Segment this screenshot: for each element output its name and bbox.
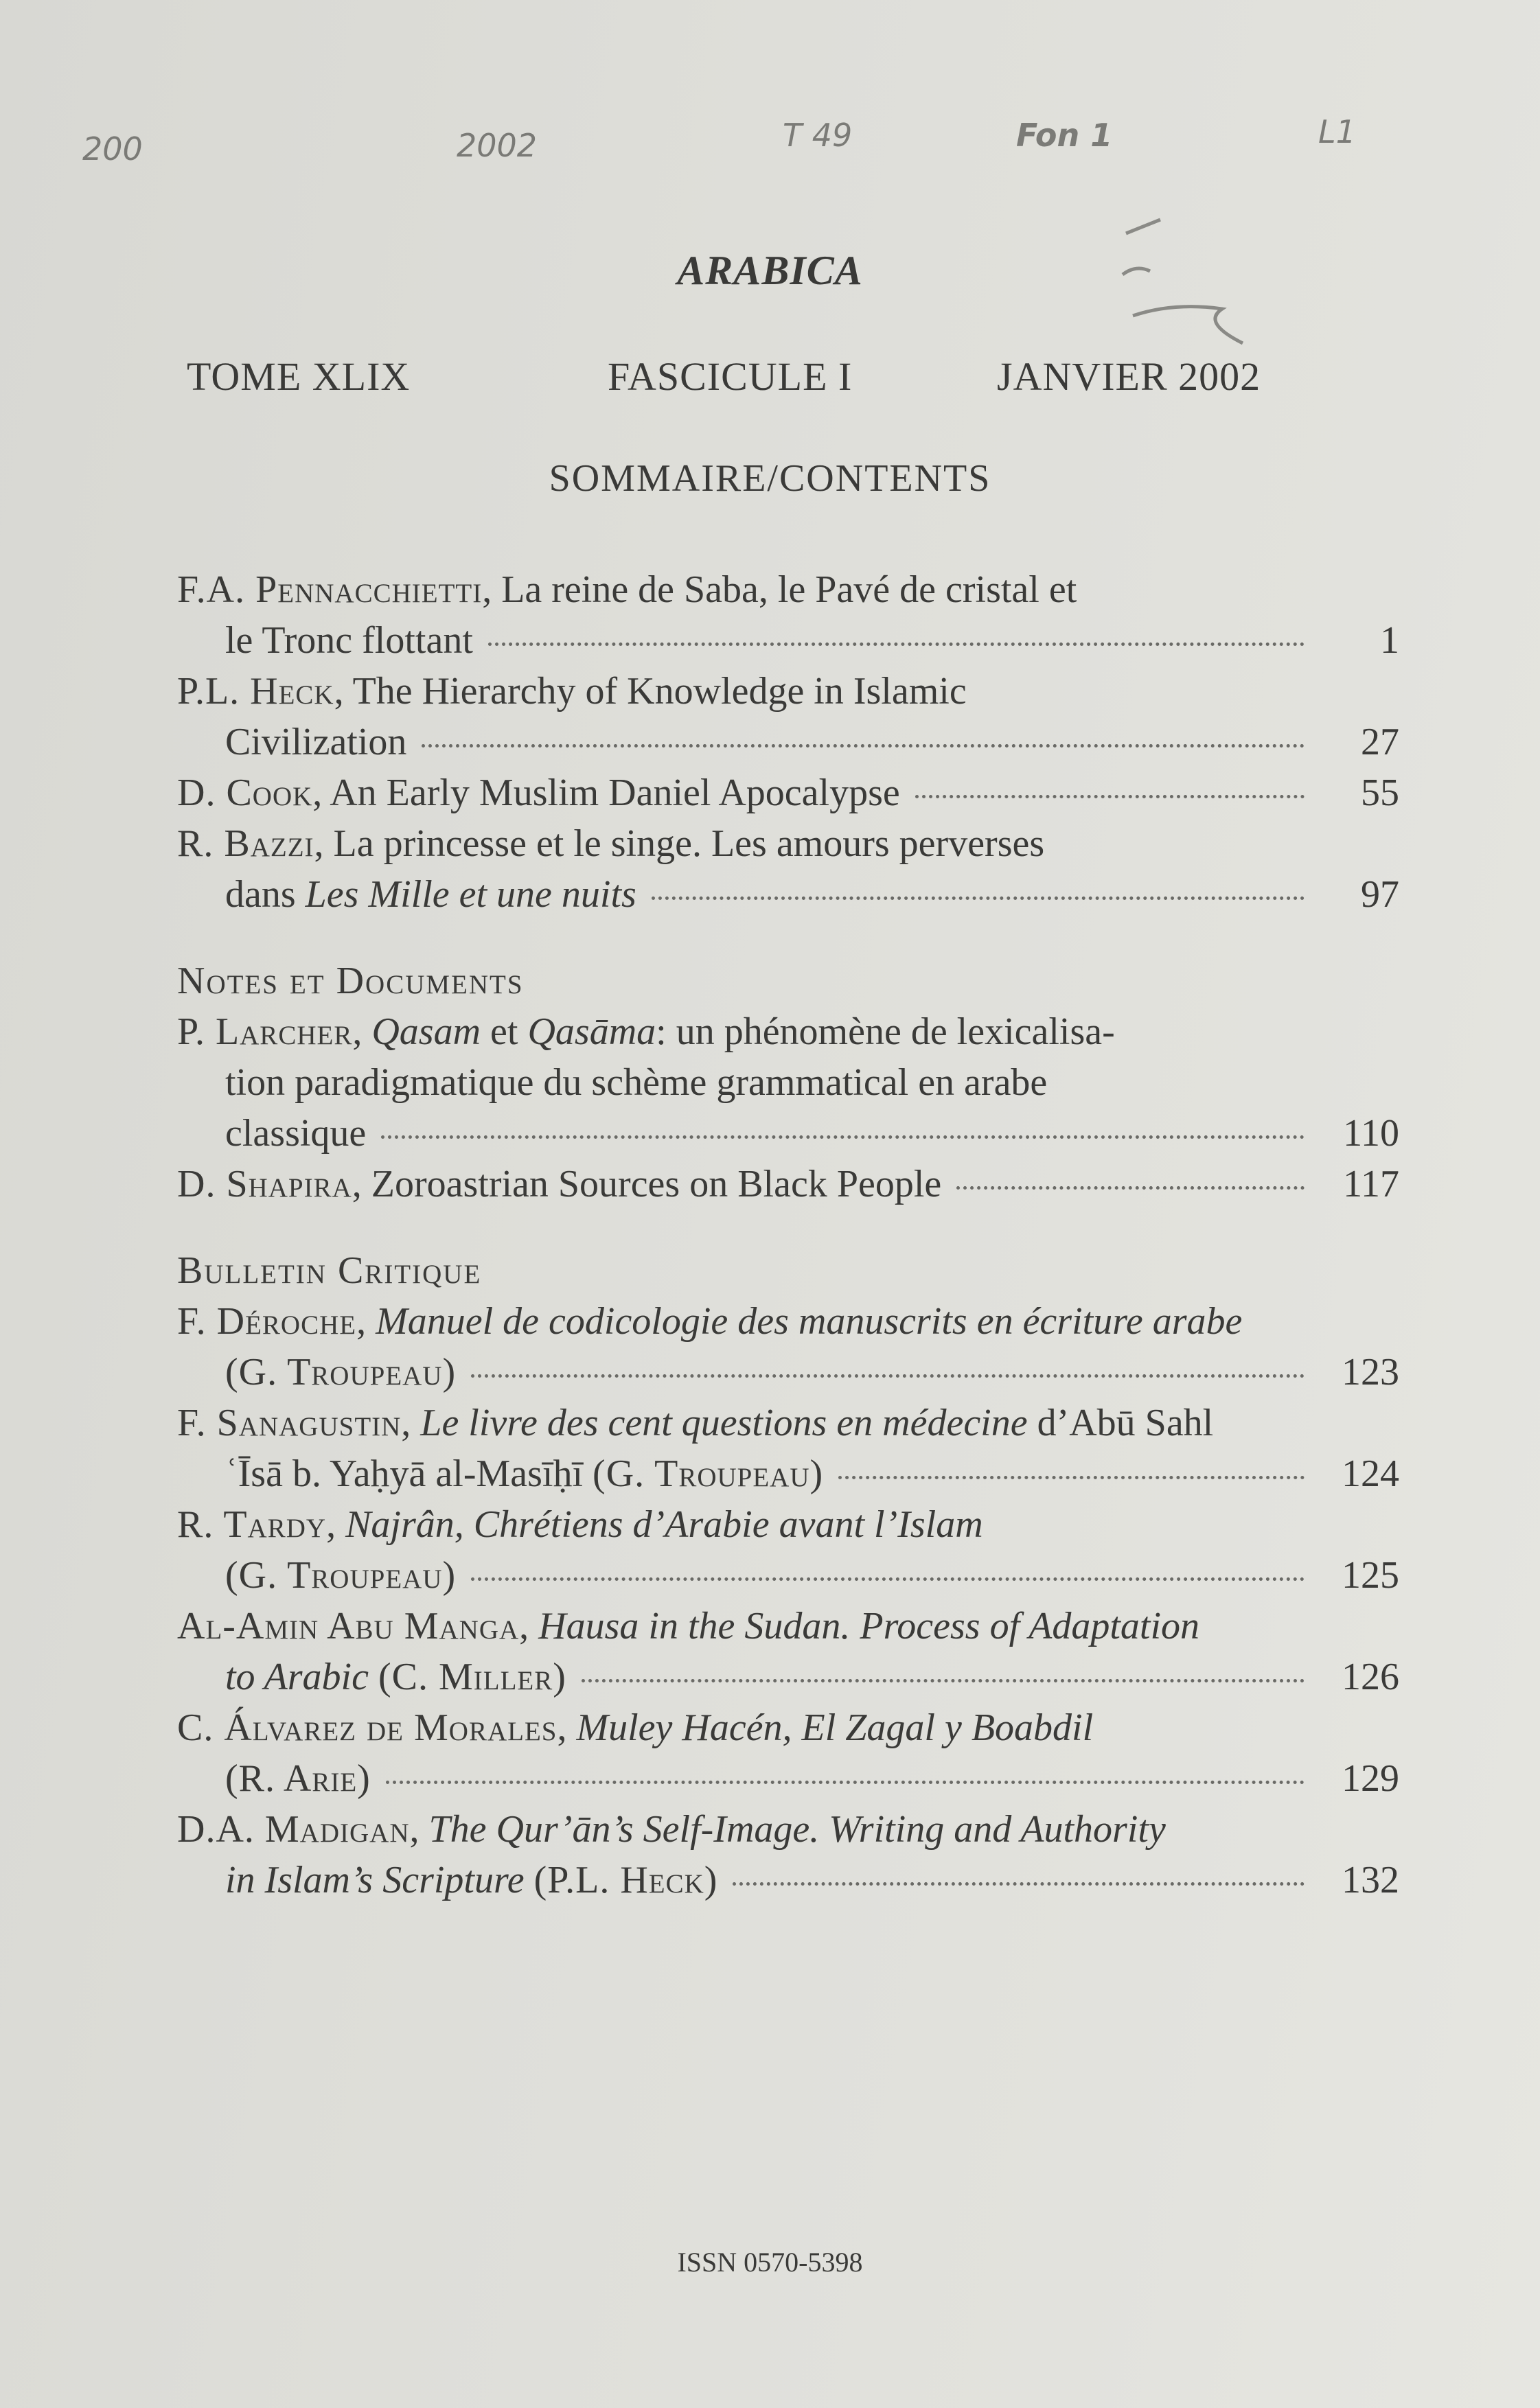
toc-entry: R. Tardy, Najrân, Chrétiens d’Arabie avant l’Islam (G. Troupeau) 125 [177, 1499, 1399, 1601]
dot-leader [733, 1882, 1305, 1886]
title-cont: ʿĪsā b. Yaḥyā al-Masīḥī [225, 1452, 584, 1495]
title-cont: dans [225, 873, 306, 916]
dot-leader [652, 896, 1305, 900]
dot-leader [915, 795, 1305, 798]
toc-entry: Al-Amin Abu Manga, Hausa in the Sudan. Process of Adaptation to Arabic (C. Miller) 126 [177, 1601, 1399, 1702]
author: F.A. Pennacchietti [177, 568, 483, 611]
title: , The Hierarchy of Knowledge in Islamic [334, 670, 967, 713]
title-italic: The Qur’ān’s Self-Image. Writing and Authority [428, 1808, 1166, 1851]
reviewer: (R. Arie) [225, 1757, 371, 1800]
title-italic: in Islam’s Scripture [225, 1859, 525, 1901]
toc-entry: D.A. Madigan, The Qur’ān’s Self-Image. Writing and Authority in Islam’s Scripture (P.L. Heck) 132 [177, 1804, 1399, 1906]
fascicule: FASCICULE I [608, 354, 853, 399]
page-number: 129 [1342, 1757, 1399, 1800]
author: R. Tardy [177, 1503, 327, 1546]
author: C. Álvarez de Morales [177, 1706, 558, 1749]
title: , Zoroastrian Sources on Black People [352, 1163, 942, 1205]
author: P.L. Heck [177, 670, 334, 713]
reviewer: (G. Troupeau) [593, 1452, 824, 1495]
dot-leader [956, 1186, 1305, 1190]
title: , An Early Muslim Daniel Apocalypse [312, 772, 900, 814]
issn: ISSN 0570-5398 [677, 2247, 863, 2278]
title-italic: Najrân, Chrétiens d’Arabie avant l’Islam [345, 1503, 983, 1546]
toc-entry: F. Sanagustin, Le livre des cent questions en médecine d’Abū Sahl ʿĪsā b. Yaḥyā al-Masīḥī (G. Troupeau) 124 [177, 1398, 1399, 1499]
reviewer: (G. Troupeau) [225, 1351, 457, 1393]
dot-leader [381, 1135, 1305, 1139]
title: : un phénomène de lexicalisa- [656, 1010, 1115, 1053]
author: P. Larcher [177, 1010, 353, 1053]
handwritten-note-4: Fon 1 [1016, 117, 1113, 154]
handwritten-note-3: T 49 [783, 117, 853, 154]
section-heading-notes: Notes et Documents [177, 960, 524, 1002]
title-cont: Civilization [225, 721, 407, 763]
title-cont: tion paradigmatique du schème grammatical en arabe [225, 1061, 1048, 1104]
title-italic: Hausa in the Sudan. Process of Adaptation [538, 1605, 1200, 1647]
title: , La reine de Saba, le Pavé de cristal et [482, 568, 1077, 611]
title-italic: Les Mille et une nuits [305, 873, 636, 916]
handwritten-note-5: L1 [1318, 113, 1356, 150]
page-number: 1 [1380, 619, 1399, 662]
page-number: 97 [1361, 873, 1399, 916]
page-number: 27 [1361, 721, 1399, 763]
author: D. Shapira [177, 1163, 352, 1205]
title-italic: to Arabic [225, 1656, 369, 1698]
author: Al-Amin Abu Manga [177, 1605, 520, 1647]
reviewer: (G. Troupeau) [225, 1554, 457, 1597]
contents-heading: SOMMAIRE/CONTENTS [549, 457, 991, 500]
title-cont: le Tronc flottant [225, 619, 473, 662]
title-italic: Le livre des cent questions en médecine [420, 1402, 1028, 1444]
dot-leader [471, 1577, 1305, 1581]
handwritten-note-2: 2002 [457, 127, 538, 164]
page-number: 110 [1343, 1112, 1399, 1155]
page-number: 132 [1342, 1859, 1399, 1901]
toc-entry [177, 767, 1399, 818]
toc-entry: F. Déroche, Manuel de codicologie des manuscrits en écriture arabe (G. Troupeau) 123 [177, 1296, 1399, 1398]
dot-leader [471, 1374, 1305, 1378]
dot-leader [488, 642, 1305, 646]
toc-entry: P. Larcher, Qasam et Qasāma: un phénomène de lexicalisa- tion paradigmatique du schème grammatical en arabe classique 110 [177, 1006, 1399, 1159]
title: , La princesse et le singe. Les amours perverses [314, 822, 1045, 865]
section-heading-bulletin: Bulletin Critique [177, 1249, 482, 1292]
page-number: 55 [1361, 772, 1399, 814]
author: D. Cook [177, 772, 313, 814]
dot-leader [838, 1476, 1305, 1479]
page-number: 117 [1343, 1163, 1399, 1205]
toc-entry: C. Álvarez de Morales, Muley Hacén, El Zagal y Boabdil (R. Arie) 129 [177, 1702, 1399, 1804]
title-italic: Qasāma [527, 1010, 656, 1053]
table-of-contents [177, 564, 1399, 1906]
title: d’Abū Sahl [1027, 1402, 1214, 1444]
title-italic: Muley Hacén, El Zagal y Boabdil [576, 1706, 1094, 1749]
toc-entry [177, 666, 1399, 767]
page-number: 124 [1342, 1452, 1399, 1495]
title-italic: Manuel de codicologie des manuscrits en écriture arabe [376, 1300, 1243, 1343]
dot-leader [582, 1679, 1305, 1682]
author: F. Sanagustin [177, 1402, 402, 1444]
page-number: 126 [1342, 1656, 1399, 1698]
dot-leader [386, 1781, 1305, 1784]
journal-title: ARABICA [677, 248, 863, 293]
toc-entry [177, 1159, 1399, 1209]
reviewer: (C. Miller) [378, 1656, 566, 1698]
dot-leader [422, 744, 1305, 748]
author: D.A. Madigan [177, 1808, 410, 1851]
handwritten-note-1: 200 [82, 130, 143, 167]
issue-date: JANVIER 2002 [997, 354, 1261, 399]
author: R. Bazzi [177, 822, 314, 865]
title-italic: Qasam [371, 1010, 481, 1053]
author: F. Déroche [177, 1300, 357, 1343]
reviewer: (P.L. Heck) [533, 1859, 718, 1901]
toc-entry [177, 564, 1399, 666]
tome: TOME XLIX [187, 354, 411, 399]
title-cont: classique [225, 1112, 367, 1155]
page-number: 123 [1342, 1351, 1399, 1393]
toc-entry [177, 818, 1399, 920]
page-number: 125 [1342, 1554, 1399, 1597]
